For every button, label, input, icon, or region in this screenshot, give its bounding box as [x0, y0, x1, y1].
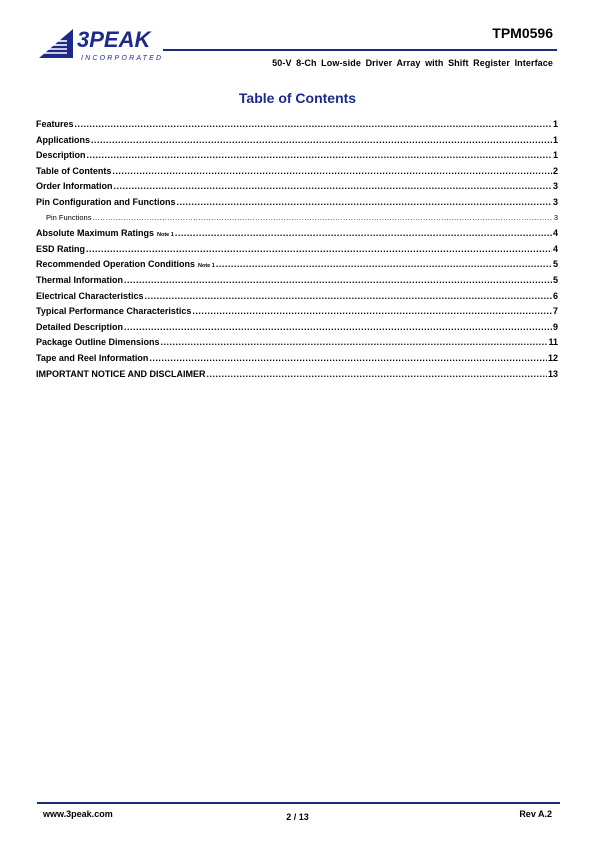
- logo-tagline: INCORPORATED: [81, 55, 164, 62]
- revision-label: Rev A.2: [519, 809, 552, 819]
- document-subtitle: 50-V 8-Ch Low-side Driver Array with Shift Register Interface: [272, 58, 553, 68]
- website-link[interactable]: www.3peak.com: [43, 809, 113, 819]
- toc-entry[interactable]: [36, 306, 558, 322]
- toc-entry[interactable]: [36, 181, 558, 197]
- toc-entry-page: 2: [552, 165, 558, 176]
- toc-entry-label: Package Outline Dimensions: [36, 337, 160, 348]
- toc-entry-page: 4: [552, 228, 558, 239]
- toc-entry-label: Description: [36, 150, 86, 161]
- dot-leader: [192, 306, 552, 316]
- toc-entry[interactable]: [36, 322, 558, 338]
- toc-entry-page: 11: [548, 337, 558, 348]
- toc-entry-label: ESD Rating: [36, 243, 86, 254]
- page-indicator: 2 / 13: [286, 812, 309, 822]
- toc-entry[interactable]: [36, 119, 558, 135]
- toc-entry[interactable]: [36, 353, 558, 369]
- toc-entry[interactable]: [36, 337, 558, 353]
- toc-entry-page: 1: [552, 119, 558, 129]
- toc-entry[interactable]: [36, 213, 558, 229]
- dot-leader: [87, 150, 552, 160]
- toc-entry-label: IMPORTANT NOTICE AND DISCLAIMER: [36, 368, 206, 379]
- dot-leader: [207, 369, 547, 379]
- toc-entry-label: Recommended Operation Conditions: [36, 259, 196, 270]
- toc-entry-page: 3: [553, 212, 558, 222]
- toc-entry-page: 6: [552, 290, 558, 301]
- toc-entry[interactable]: [36, 244, 558, 260]
- page-title: Table of Contents: [238, 90, 357, 106]
- toc-entry-label: Features: [36, 119, 74, 129]
- dot-leader: [216, 259, 552, 269]
- toc-entry-label: Electrical Characteristics: [36, 290, 144, 301]
- toc-entry-label: Pin Functions: [46, 212, 92, 222]
- toc-entry-label: Pin Configuration and Functions: [36, 196, 176, 207]
- toc-entry-label: Tape and Reel Information: [36, 352, 149, 363]
- toc-entry[interactable]: [36, 197, 558, 213]
- toc-entry[interactable]: [36, 291, 558, 307]
- logo-wordmark: 3PEAK: [77, 27, 151, 52]
- dot-leader: [175, 228, 552, 238]
- toc-entry-page: 5: [552, 259, 558, 270]
- dot-leader: [112, 166, 552, 176]
- footer-rule: [37, 802, 560, 804]
- table-of-contents: [36, 119, 558, 384]
- toc-entry-label: Order Information: [36, 181, 113, 192]
- dot-leader: [91, 135, 552, 145]
- toc-entry[interactable]: [36, 166, 558, 182]
- toc-entry[interactable]: [36, 275, 558, 291]
- toc-entry-page: 4: [552, 243, 558, 254]
- toc-entry-note: Note 1: [198, 263, 215, 270]
- toc-entry[interactable]: [36, 228, 558, 244]
- part-number: TPM0596: [492, 25, 553, 41]
- toc-entry-label: Detailed Description: [36, 321, 124, 332]
- toc-entry-label: Thermal Information: [36, 274, 124, 285]
- dot-leader: [149, 353, 547, 363]
- toc-entry[interactable]: [36, 135, 558, 151]
- toc-entry[interactable]: [36, 150, 558, 166]
- company-logo: [37, 25, 167, 63]
- dot-leader: [75, 119, 552, 129]
- toc-entry[interactable]: [36, 259, 558, 275]
- toc-entry-label: Table of Contents: [36, 165, 112, 176]
- dot-leader: [161, 337, 548, 347]
- dot-leader: [145, 291, 552, 301]
- toc-entry-page: 7: [552, 306, 558, 317]
- toc-entry-note: Note 1: [157, 232, 174, 239]
- toc-entry-label: Absolute Maximum Ratings: [36, 228, 155, 239]
- toc-entry-label: Applications: [36, 134, 91, 145]
- dot-leader: [177, 197, 552, 207]
- toc-entry-page: 1: [552, 150, 558, 161]
- toc-entry-page: 5: [552, 274, 558, 285]
- toc-entry-page: 3: [552, 181, 558, 192]
- toc-entry-page: 3: [552, 196, 558, 207]
- toc-entry-page: 9: [552, 321, 558, 332]
- dot-leader: [86, 244, 552, 254]
- dot-leader: [114, 181, 552, 191]
- toc-entry-page: 13: [547, 368, 558, 379]
- dot-leader: [92, 213, 552, 222]
- dot-leader: [124, 275, 552, 285]
- toc-entry-page: 12: [547, 352, 558, 363]
- toc-entry[interactable]: [36, 369, 558, 385]
- toc-entry-label: Typical Performance Characteristics: [36, 306, 192, 317]
- toc-entry-page: 1: [552, 134, 558, 145]
- dot-leader: [124, 322, 552, 332]
